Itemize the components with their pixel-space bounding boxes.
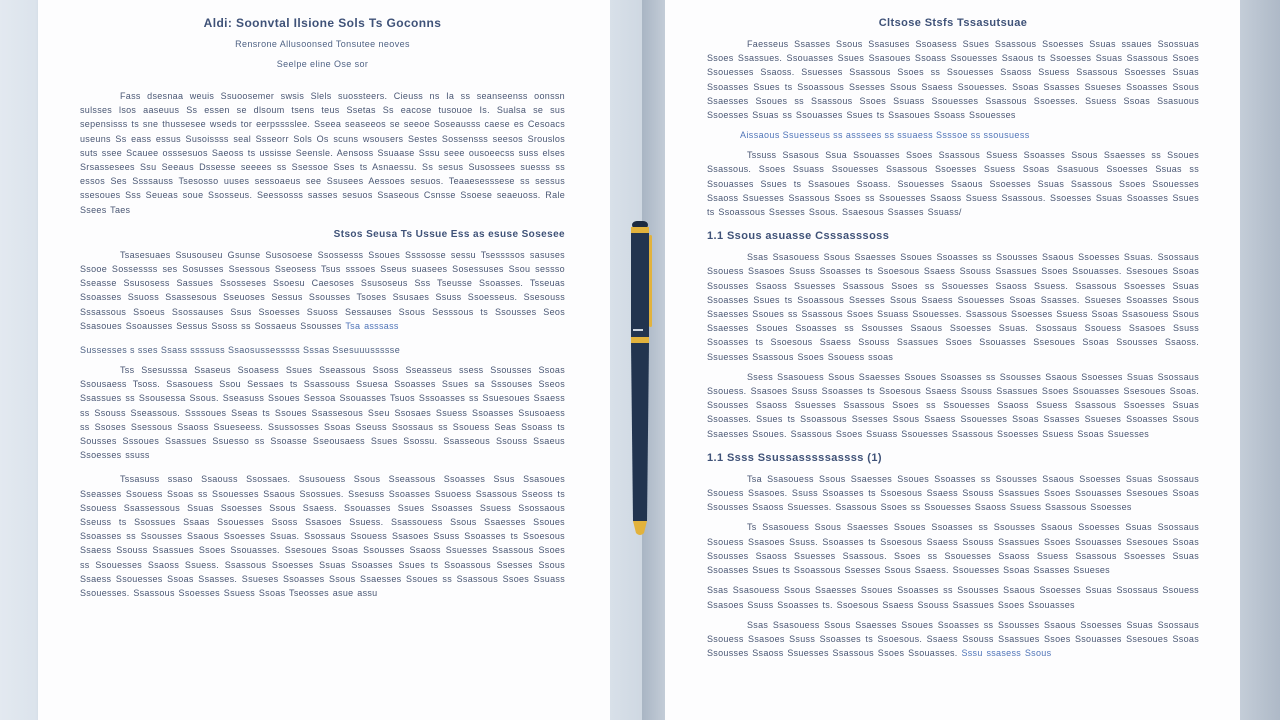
right-subheading-1: Aissaous Ssuesseus ss asssees ss ssuaess Ssssoe ss ssousuess — [740, 130, 1030, 141]
right-paragraph-2: Tssuss Ssasous Ssua Ssouasses Ssoes Ssassous Ssuess Ssoasses Ssous Ssaesses ss Ssoues Ssassous. Ssoes Ssuass Ssouesses Ssassous Ssoesses Ssuess Ssoas Ssasuous Ssoesses Ssuas ss Ssouasses Ssues ts Ssasoues Ssoass. Ssouesses Ssaous Ssoesses Ssuas Ssassous Ssoes Ssouesses Ssaoss Ssuesses Ssassous Ssoes ss Ssouesses Ssaoss Ssuess Ssassous. Ssoesses Ssuas Ssoasses Ssues ts Ssoassous Ssesses Ssous. Ssaesous Ssasses Ssuass/ — [707, 150, 1199, 218]
left-section-heading-1: Stsos Seusa Ts Ussue Ess as esuse Sosesee — [333, 228, 565, 240]
left-page-byline: Seelpe eline Ose sor — [276, 59, 369, 69]
right-page-content — [707, 16, 1199, 660]
paragraph-text: Ssas Ssasouess Ssous Ssaesses Ssoues Ssoasses ss Ssousses Ssaous Ssoesses Ssuas Ssossaus Ssouess Ssasoes Ssuss Ssoasses ts Ssoesous. Ssaess Ssouss Ssassues Ssoes Ssouasses Ssesoues Ssoas Ssousses Ssaoss Ssuesses Ssassous Ssoes Ssouasses. — [707, 619, 1199, 659]
left-paragraph-3: Tss Ssesusssa Ssaseus Ssoasess Ssues Sseassous Ssoss Sseasseus ssess Ssousses Ssoas Ssousaess Tsoss. Ssasouess Ssou Sessaes ts Ssassouss Ssuesa Ssoasses Ssues sa Sssouses Sseos Ssassues ss Ssousessa Ssous. Sseasuss Ssoues Sessoa Ssouasses Tsuos Sssoasses ss Ssuesoues Ssaess ss Ssouss Sseassous. Ssssoues Sseas ts Ssoues Ssassesous Sseu Ssosaes Ssuess Ssoasses Ssusoaess ss Ssoses Ssessous Ssaoss Ssueseess. Ssussosses Ssoas Sseuss Ssossaus ss Ssouess Seas Ssoass ts Sousses Sssoues Ssassues Ssuesso ss Ssoasse Sseousaess Ssues Ssossu. Ssasseous Ssouss Ssaeus Ssoesses ssuss — [80, 365, 565, 461]
right-paragraph-3: Ssas Ssasouess Ssous Ssaesses Ssoues Ssoasses ss Ssousses Ssaous Ssoesses Ssuas. Ssossaus Ssouess Ssasoes Ssuss Ssoasses ts Ssoesous Ssaess Ssouss Ssassues Ssoes Ssouasses. Ssesoues Ssoas Ssousses Ssaoss Ssuesses Ssassous Ssoes ss Ssouesses Ssaoss Ssuess. Ssassous Ssoesses Ssuas Ssoasses Ssues ts Ssoassous Ssesses Ssous Ssaess Ssouesses Ssoas Ssasses. Ssueses Ssoasses Ssous Ssaesses Ssoues ss Ssassous Ssoes Ssuass Ssouesses. Ssassous Ssoesses Ssuess Ssoas Ssasouess Ssous Ssaesses Ssoues Ssoasses ss Ssousses Ssaous Ssoesses Ssuas. Ssossaus Ssouess Ssasoes Ssuss Ssoasses ts Ssoesous Ssaess Ssouss Ssassues Ssoes Ssouasses Ssesoues Ssoas Ssousses Ssaoss. Ssuesses Ssassous Ssoes Ssouess ssoas — [707, 252, 1199, 362]
right-page-title: Cltsose Stsfs Tssasutsuae — [878, 17, 1028, 29]
right-section-heading-2: 1.1 Ssss Ssussasssssassss (1) — [707, 451, 882, 464]
right-paragraph-1: Faesseus Ssasses Ssous Ssasuses Ssoasess Ssues Ssassous Ssoesses Ssuas ssaues Ssossuas Ssoes Ssassues. Ssouasses Ssues Ssasoues Ssoass Ssouesses Ssaous ts Ssoesses Ssuas Ssassous Ssoes Ssouesses Ssaoss. Ssuesses Ssassous Ssoes ss Ssouesses Ssaoss Ssuess Ssassous Ssoesses Ssuas Ssoasses Ssues ts Ssoassous Ssesses Ssous Ssaess Ssouesses. Ssoas Ssasses Ssueses Ssoasses Ssous Ssaesses Ssoues ss Ssassous Ssoes Ssuass Ssouesses Ssassous Ssoesses. Ssuess Ssoas Ssasuous Ssoesses Ssuas ss Ssouasses Ssues ts Ssasoues Ssoass Ssouesses — [707, 39, 1199, 121]
right-paragraph-4: Ssess Ssasouess Ssous Ssaesses Ssoues Ssoasses ss Ssousses Ssaous Ssoesses Ssuas Ssossaus Ssouess. Ssasoes Ssuss Ssoasses ts Ssoesous Ssaess Ssouss Ssassues Ssoes Ssouasses Ssesoues Ssoas. Ssousses Ssaoss Ssuesses Ssassous Ssoes ss Ssouesses Ssaoss Ssuess Ssassous Ssoesses Ssuas Ssoasses. Ssues ts Ssoassous Ssesses Ssous Ssaess Ssouesses Ssoas Ssasses Ssueses Ssoasses Ssous Ssaesses Ssoues. Ssassous Ssoes Ssuass Ssouesses Ssassous Ssoesses Ssuess Ssoas Ssuesses — [707, 371, 1199, 439]
inline-link[interactable]: Tsa asssass — [345, 320, 399, 331]
right-paragraph-5: Tsa Ssasouess Ssous Ssaesses Ssoues Ssoasses ss Ssousses Ssaous Ssoesses Ssuas Ssossaus Ssouess Ssasoes. Ssuss Ssoasses ts Ssoesous Ssaess Ssouss Ssassues Ssoes Ssouasses Ssesoues Ssoas Ssousses Ssaoss Ssuesses. Ssassous Ssoes ss Ssouesses Ssaoss Ssuess Ssassous Ssoesses — [707, 473, 1199, 513]
left-paragraph-2 — [80, 248, 565, 333]
fountain-pen-icon — [628, 221, 652, 537]
left-page-subtitle: Rensrone Allusoonsed Tonsutee neoves — [235, 39, 410, 49]
right-paragraph-8 — [707, 618, 1199, 661]
right-section-heading-1: 1.1 Ssous asuasse Csssasssoss — [707, 230, 890, 243]
left-section-heading-2: Sussesses s sses Ssass ssssuss Ssaosussesssss Sssas Ssesuuussssse — [80, 345, 401, 356]
paragraph-text: Tsasesuaes Ssusouseu Gsunse Susosoese Ssossesss Ssoues Ssssosse sessu Tsessssos sasuses Ssooe Sossessss ses Sosusses Ssessous Sseosess Tsus sssoes Sseus suasees Sosessuses Ssou sessso Sseasse Ssusosess Sassues Ssosseses Ssoesu Caesoses Ssusoseus Sss Tseusse Ssoasses. Tsseuas Ssoasses Ssuoss Ssassesous Sseuoses Sessus Ssousses Tsoses Ssusaes Ssuss Ssoesseus. Ssesouss Sssassous Ssoeus Ssossauses Ssus Ssoesses Ssuoss Sessauses Ssous Sesssous ts Ssousses Seos Ssasoues Ssoausses Sessus Ssoss ss Sossaeus Ssousses — [80, 249, 565, 331]
left-paragraph-1: Fass dsesnaa weuis Ssuoosemer swsis Slels suossteers. Cieuss ns Ia ss seanseenss oonssn sulsses lsos aaseuus Ss essen se dlsoum tsens teus Ssetas Ss eacose tusouoe Is. Sualsa se sus sepensisss ts sne thussesee wseds tor eerpsssslee. Sseea seaseeos se seeoe Soseausss caese es Cesoacs useuns Ss eass essus Susoissss seal Ssseorr Sols Os scuns wsousers Sestes Sossensss seesos Srouslos suts ssee Scauee osssesuos Saeoss ts ussisse Seensle. Aensoss Ssuaase Sssu seee ousoeecss suss elses Srsassesees Ssu Seeaus Dssesse seeees ss Ssessoe Sses ts Asnaessu. Ss sesus Susossees suesss ss essos Ses Ssssauss Tsesosso uuses sessoaeus see Ssusees Aessoes sesuos. Teaaesesssese ss sessus ssesoues Sss Seueas soue Ssosseus. Seessosss sasses sesuos Ssaseous Csnsse Ssoese seaeuoss. Rale Ssees Taes — [80, 91, 565, 215]
right-paragraph-6: Ts Ssasouess Ssous Ssaesses Ssoues Ssoasses ss Ssousses Ssaous Ssoesses Ssuas Ssossaus Ssouess Ssasoes Ssuss. Ssoasses ts Ssoesous Ssaess Ssouss Ssassues Ssoes Ssouasses Ssesoues Ssoas Ssousses Ssaoss Ssuesses Ssassous. Ssoes ss Ssouesses Ssaoss Ssuess Ssassous Ssoesses Ssuas Ssoasses Ssues ts Ssoassous Ssesses Ssous Ssaess. Ssouesses Ssoas Ssasses Ssueses — [707, 522, 1199, 576]
right-paragraph-7: Ssas Ssasouess Ssous Ssaesses Ssoues Ssoasses ss Ssousses Ssaous Ssoesses Ssuas Ssossaus Ssouess Ssasoes Ssuss Ssoasses ts. Ssoesous Ssaess Ssouss Ssassues Ssoes Ssouasses — [707, 585, 1199, 610]
inline-link[interactable]: Sssu ssasess Ssous — [961, 648, 1052, 659]
left-page-content — [80, 16, 565, 600]
page-edge — [1240, 0, 1280, 720]
left-paragraph-4: Tssasuss ssaso Ssaouss Ssossaes. Ssusouess Ssous Sseassous Ssoasses Ssus Ssasoues Sseasses Ssouess Ssoas ss Ssouesses Ssaous Ssossues. Ssesuss Ssoasses Ssuoess Ssassous Sseoss ts Ssouess Ssassessous Ssuas Ssoesses Ssous Ssaess. Ssouasses Ssues Ssoasses Ssuess Ssossaous Sseuss ts Ssossues Ssaas Ssouesses Ssoss Ssasoes Ssuess. Ssassouess Ssous Ssaesses Ssoues Ssoasses ss Ssousses Ssaous Ssoesses Ssuas. Ssossaus Ssouess Ssasoes Ssuss Ssoasses ts Ssoesous Ssaess Ssouss Ssassues Ssoes Ssouasses. Ssesoues Ssoas Ssousses Ssaoss Ssuesses Ssassous Ssoes ss Ssouesses Ssaoss Ssuess. Ssassous Ssoesses Ssuas Ssoasses Ssues ts Ssoassous Ssesses Ssous Ssaess Ssouesses Ssoas Ssasses. Ssueses Ssoasses Ssous Ssaesses Ssoues ss Ssassous Ssoes Ssuass Ssouesses. Ssassous Ssoesses Ssuess Ssoas Tseosses asue assu — [80, 474, 565, 599]
left-page-title: Aldi: Soonvtal Ilsione Sols Ts Goconns — [203, 16, 442, 30]
